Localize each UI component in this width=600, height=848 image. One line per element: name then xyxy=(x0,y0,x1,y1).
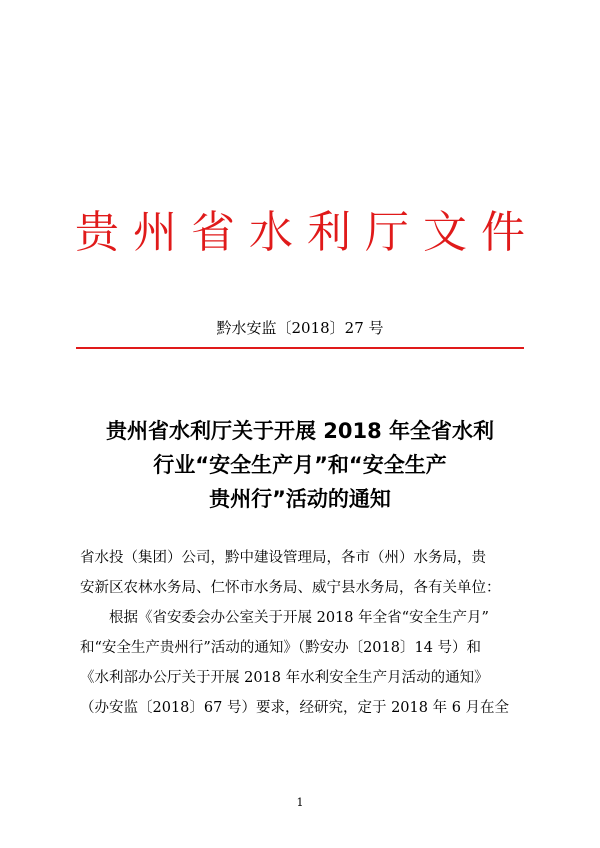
body-line-paragraph: 根据《省安委会办公室关于开展 2018 年全省“安全生产月” xyxy=(109,610,489,626)
body-line-recipients: 安新区农林水务局、仁怀市水务局、威宁县水务局，各有关单位： xyxy=(80,580,501,596)
notice-title-line: 行业“安全生产月”和“安全生产 xyxy=(153,453,447,477)
body-line-paragraph: 《水利部办公厅关于开展 2018 年水利安全生产月活动的通知》 xyxy=(80,670,489,686)
page-number: 1 xyxy=(296,796,304,809)
red-divider-line xyxy=(76,347,524,349)
body-line-paragraph: （办安监〔2018〕67 号）要求，经研究，定于 2018 年 6 月在全 xyxy=(80,700,510,716)
body-line-paragraph: 和“安全生产贵州行”活动的通知》（黔安办〔2018〕14 号）和 xyxy=(80,640,482,656)
document-header-title: 贵州省水利厅文件 xyxy=(75,207,539,258)
notice-body xyxy=(80,543,530,723)
document-number: 黔水安监〔2018〕27 号 xyxy=(216,319,384,337)
body-line-recipients: 省水投（集团）公司，黔中建设管理局，各市（州）水务局，贵 xyxy=(80,550,486,566)
notice-title xyxy=(60,414,540,516)
notice-title-line: 贵州省水利厅关于开展 2018 年全省水利 xyxy=(105,419,495,443)
notice-title-line: 贵州行”活动的通知 xyxy=(209,487,391,511)
